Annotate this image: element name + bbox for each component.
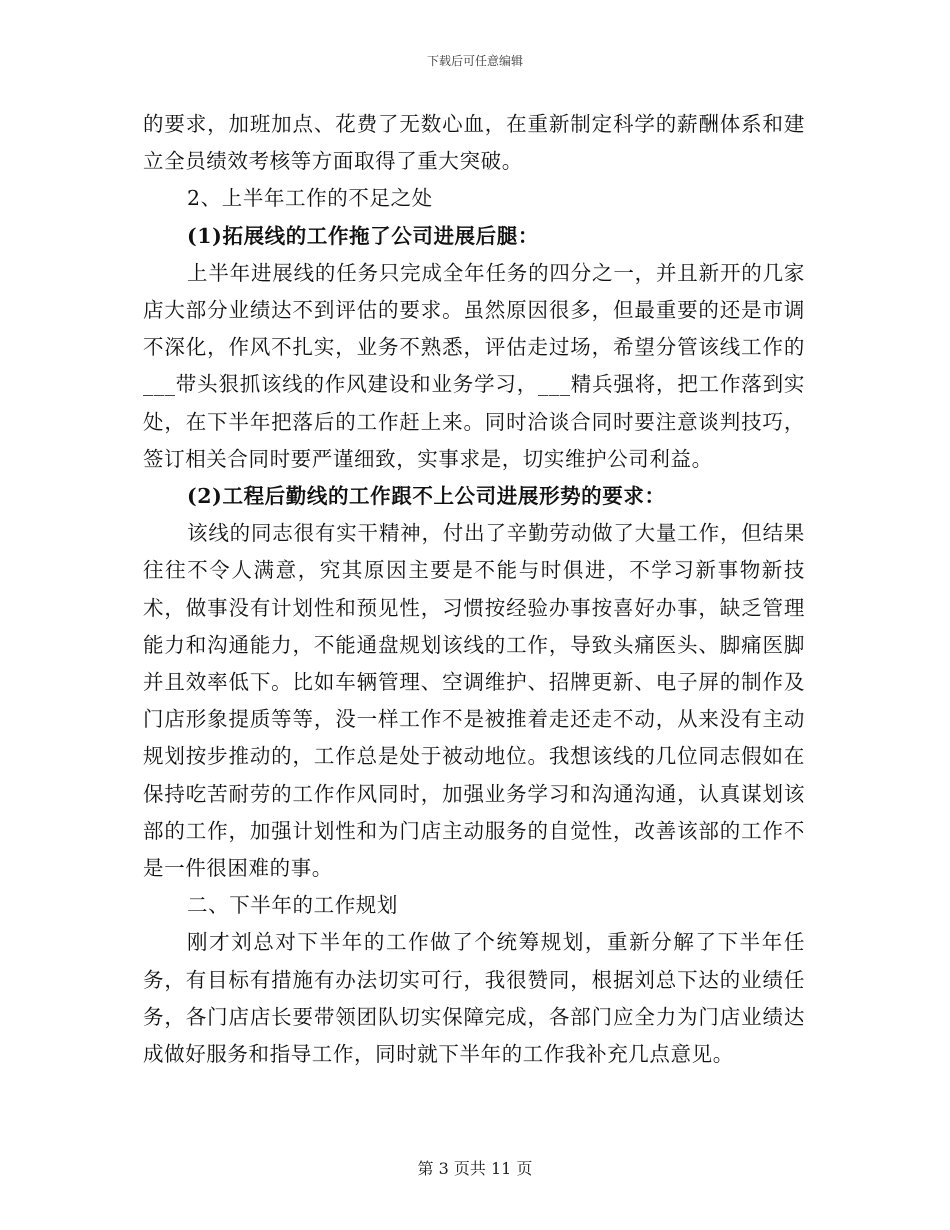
paragraph-expansion-line: 上半年进展线的任务只完成全年任务的四分之一，并且新开的几家店大部分业绩达不到评估的要求。虽然原因很多，但最重要的还是市调不深化，作风不扎实，业务不熟悉，评估走过场，希望分管该线工作的___带头狠抓该线的作风建设和业务学习，___精兵强将，把工作落到实处，在下半年把落后的工作赶上来。同时洽谈合同时要注意谈判技巧，签订相关合同时要严谨细致，实事求是，切实维护公司利益。 [143, 260, 805, 471]
subheading-expansion-line: (1)拓展线的工作拖了公司进展后腿： [187, 223, 539, 248]
document-body [143, 106, 805, 1073]
section-heading-second-half-plan: 二、下半年的工作规划 [187, 893, 398, 918]
paragraph-second-half-plan: 刚才刘总对下半年的工作做了个统筹规划，重新分解了下半年任务，有目标有措施有办法切实可行，我很赞同，根据刘总下达的业绩任务，各门店店长要带领团队切实保障完成，各部门应全力为门店业绩达成做好服务和指导工作，同时就下半年的工作我补充几点意见。 [143, 930, 805, 1067]
subheading-engineering-logistics: (2)工程后勤线的工作跟不上公司进展形势的要求： [187, 484, 666, 509]
header-note: 下载后可任意编辑 [426, 54, 523, 68]
page-number: 第 3 页共 11 页 [417, 1159, 533, 1178]
paragraph-engineering-logistics: 该线的同志很有实干精神，付出了辛勤劳动做了大量工作，但结果往往不令人满意，究其原因主要是不能与时俱进，不学习新事物新技术，做事没有计划性和预见性，习惯按经验办事按喜好办事，缺乏管理能力和沟通能力，不能通盘规划该线的工作，导致头痛医头、脚痛医脚并且效率低下。比如车辆管理、空调维护、招牌更新、电子屏的制作及门店形象提质等等，没一样工作不是被推着走还走不动，从来没有主动规划按步推动的，工作总是处于被动地位。我想该线的几位同志假如在保持吃苦耐劳的工作作风同时，加强业务学习和沟通沟通，认真谋划该部的工作，加强计划性和为门店主动服务的自觉性，改善该部的工作不是一件很困难的事。 [143, 521, 805, 881]
section-heading-shortcomings: 2、上半年工作的不足之处 [187, 186, 433, 211]
paragraph-continuation: 的要求，加班加点、花费了无数心血，在重新制定科学的薪酬体系和建立全员绩效考核等方面取得了重大突破。 [143, 112, 805, 174]
